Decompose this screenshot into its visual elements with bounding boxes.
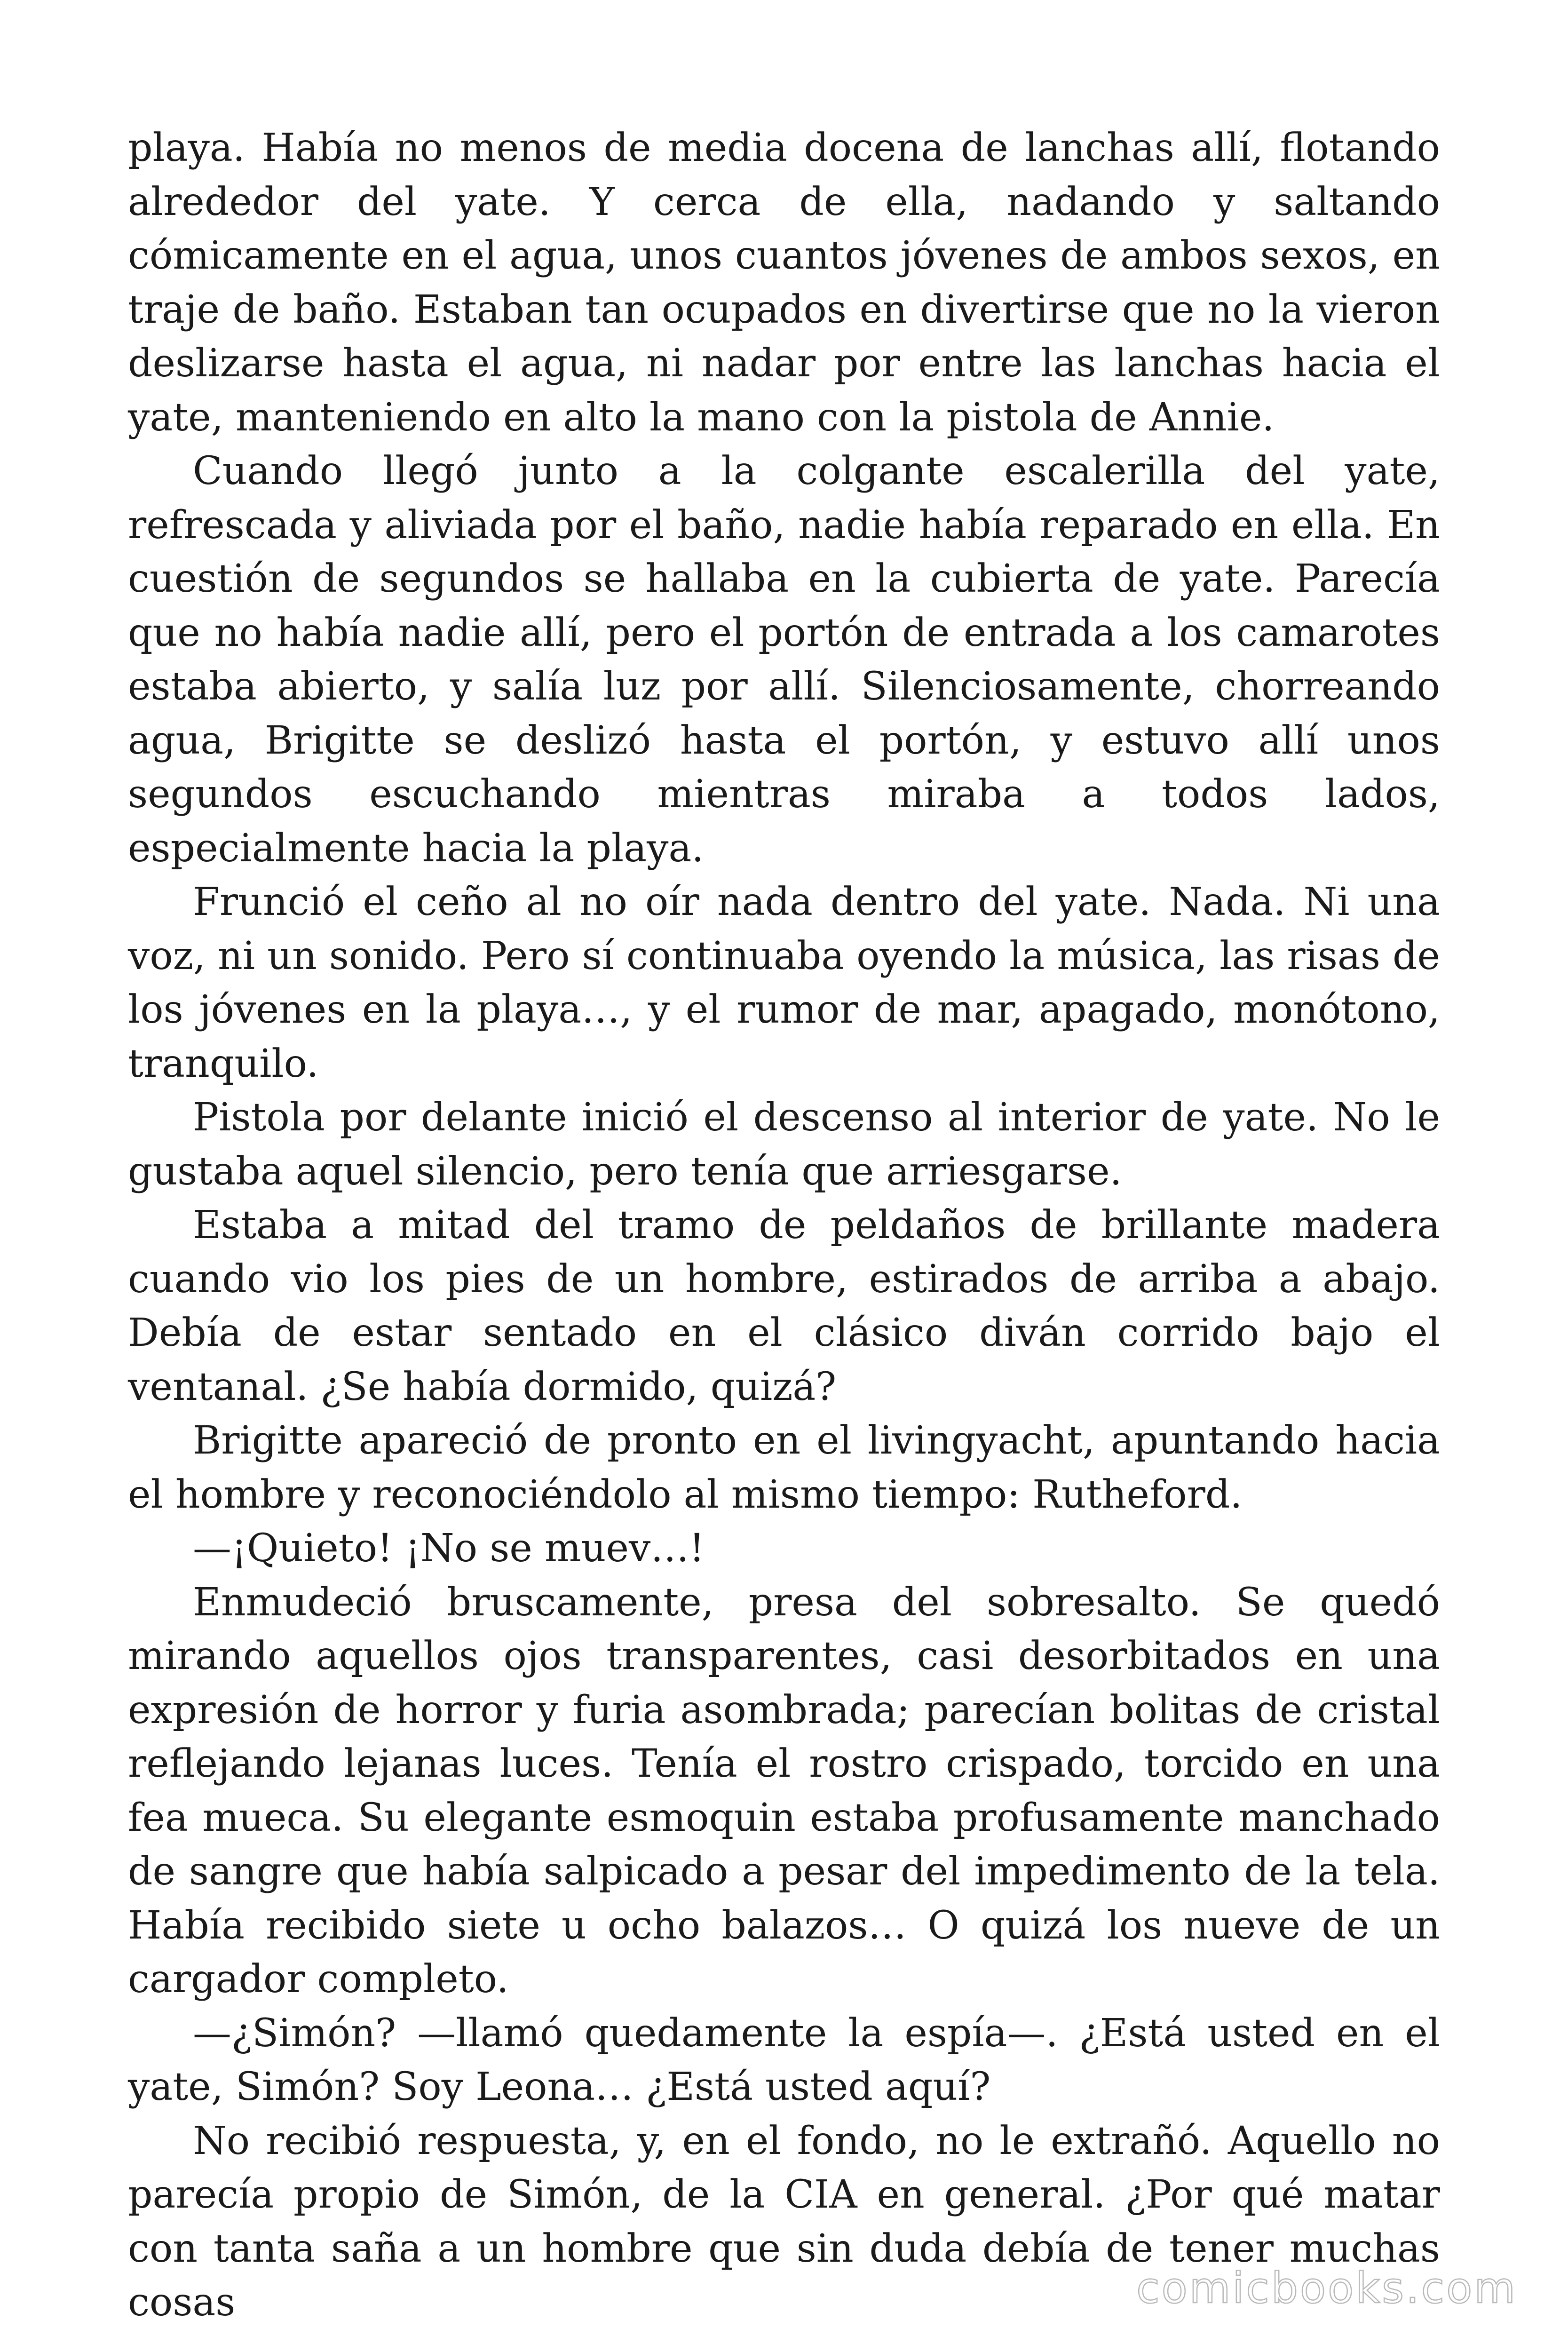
paragraph: Frunció el ceño al no oír nada dentro del yate. Nada. Ni una voz, ni un sonido. Pero sí continuaba oyendo la música, las risas de los jóvenes en la playa…, y el rumor de mar, apagado, monótono, tranquilo.	[128, 880, 1440, 1086]
watermark: comicbooks.com	[1136, 2264, 1517, 2313]
paragraph: —¿Simón? —llamó quedamente la espía—. ¿Está usted en el yate, Simón? Soy Leona… ¿Está usted aquí?	[128, 2010, 1440, 2109]
paragraph: Brigitte apareció de pronto en el livingyacht, apuntando hacia el hombre y reconociéndolo al mismo tiempo: Rutheford.	[128, 1418, 1440, 1517]
page-body	[128, 121, 1440, 2330]
paragraph: No recibió respuesta, y, en el fondo, no le extrañó. Aquello no parecía propio de Simón, de la CIA en general. ¿Por qué matar con tanta saña a un hombre que sin duda debía de tener muchas cosas	[128, 2118, 1440, 2325]
paragraph: playa. Había no menos de media docena de lanchas allí, flotando alrededor del yate. Y cerca de ella, nadando y saltando cómicamente en el agua, unos cuantos jóvenes de ambos sexos, en traje de baño. Estaban tan ocupados en divertirse que no la vieron deslizarse hasta el agua, ni nadar por entre las lanchas hacia el yate, manteniendo en alto la mano con la pistola de Annie.	[128, 126, 1440, 440]
paragraph: Estaba a mitad del tramo de peldaños de brillante madera cuando vio los pies de un hombre, estirados de arriba a abajo. Debía de estar sentado en el clásico diván corrido bajo el ventanal. ¿Se había dormido, quizá?	[128, 1203, 1440, 1409]
paragraph: Enmudeció bruscamente, presa del sobresalto. Se quedó mirando aquellos ojos transparentes, casi desorbitados en una expresión de horror y furia asombrada; parecían bolitas de cristal reflejando lejanas luces. Tenía el rostro crispado, torcido en una fea mueca. Su elegante esmoquin estaba profusamente manchado de sangre que había salpicado a pesar del impedimento de la tela. Había recibido siete u ocho balazos… O quizá los nueve de un cargador completo.	[128, 1580, 1440, 2002]
paragraph: Cuando llegó junto a la colgante escalerilla del yate, refrescada y aliviada por el baño, nadie había reparado en ella. En cuestión de segundos se hallaba en la cubierta de yate. Parecía que no había nadie allí, pero el portón de entrada a los camarotes estaba abierto, y salía luz por allí. Silenciosamente, chorreando agua, Brigitte se deslizó hasta el portón, y estuvo allí unos segundos escuchando mientras miraba a todos lados, especialmente hacia la playa.	[128, 449, 1440, 871]
paragraph: —¡Quieto! ¡No se muev…!	[193, 1526, 705, 1571]
paragraph: Pistola por delante inició el descenso al interior de yate. No le gustaba aquel silencio, pero tenía que arriesgarse.	[128, 1095, 1440, 1194]
